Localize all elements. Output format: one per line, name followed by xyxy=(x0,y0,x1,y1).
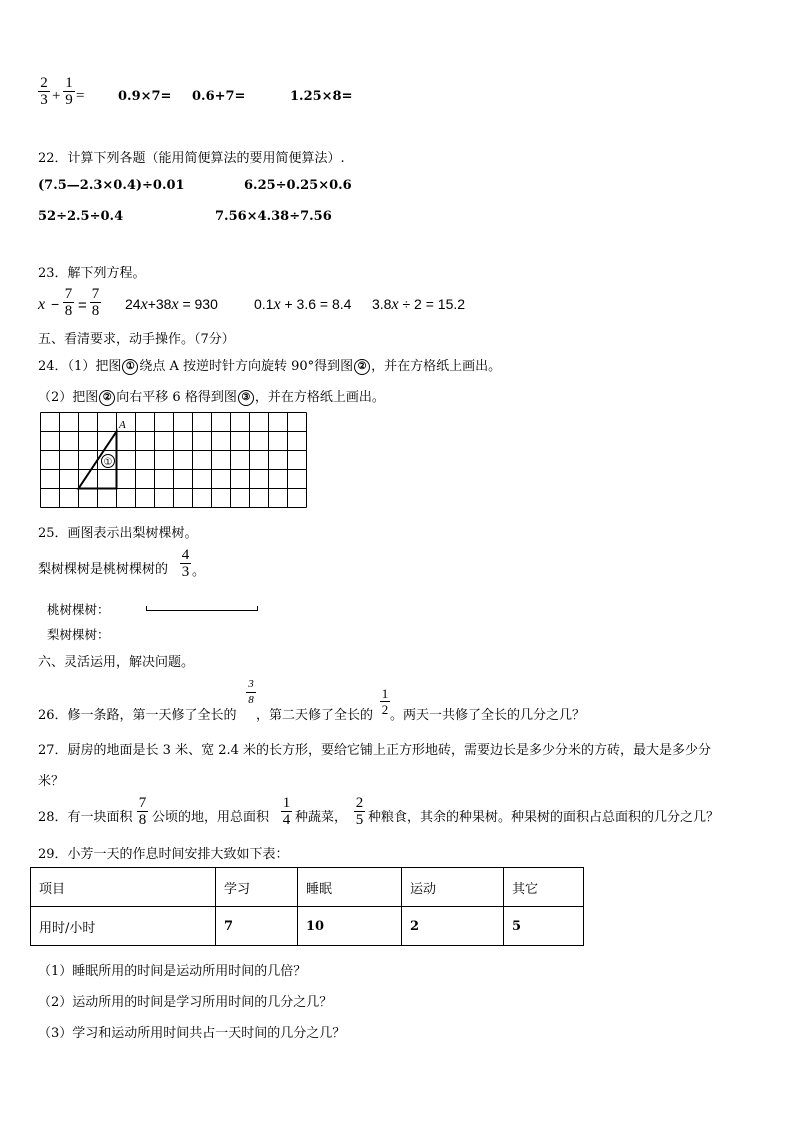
denominator: 5 xyxy=(355,812,364,828)
numerator: 1 xyxy=(65,75,73,91)
denominator: 9 xyxy=(65,92,73,108)
q22-item-4: 7.56×4.38÷7.56 xyxy=(215,209,332,224)
denominator: 8 xyxy=(248,694,254,706)
denominator: 8 xyxy=(138,812,147,828)
fraction-1-2 xyxy=(380,688,390,716)
pear-label: 梨树棵树： xyxy=(47,627,110,642)
fraction-1-4 xyxy=(281,796,292,827)
schedule-table xyxy=(30,867,584,946)
equation-3 xyxy=(254,296,351,314)
equation-1 xyxy=(38,296,59,314)
variable-x: x xyxy=(273,296,281,313)
q24-1-text-b: 绕点 A 按逆时针方向旋转 90°得到图 xyxy=(139,359,354,374)
q24-part2 xyxy=(38,386,385,406)
q25-text-a: 梨树棵树是桃树棵树的 xyxy=(38,562,169,577)
q28-text-a: 28．有一块面积 xyxy=(38,810,133,825)
fraction-2-5 xyxy=(354,796,365,827)
numerator: 1 xyxy=(282,795,291,811)
equation-4 xyxy=(372,296,465,314)
plus-sign: + xyxy=(52,88,61,104)
table-cell: 睡眠 xyxy=(298,868,402,907)
q22-title: 22．计算下列各题（能用简便算法的要用简便算法）. xyxy=(38,151,345,166)
q26-text-c: 。两天一共修了全长的几分之几？ xyxy=(390,708,586,723)
variable-x: x xyxy=(391,296,399,313)
q24-2-text-a: （2）把图 xyxy=(38,390,99,405)
numerator: 2 xyxy=(40,75,48,91)
minus-sign: − xyxy=(51,296,60,312)
denominator: 3 xyxy=(181,564,190,580)
q28-text-d: 种粮食，其余的种果树。种果树的面积占总面积的几分之几？ xyxy=(368,810,720,825)
q26-text-a: 26．修一条路，第一天修了全长的 xyxy=(38,708,237,723)
eq4-coef: 3.8 xyxy=(372,296,392,312)
q28-text-b: 公顷的地，用总面积 xyxy=(152,810,270,825)
denominator: 4 xyxy=(282,812,291,828)
peach-segment xyxy=(146,606,258,611)
circled-2: ② xyxy=(99,390,115,406)
fraction-7-8-left xyxy=(63,287,74,318)
q24-2-text-c: ，并在方格纸上画出。 xyxy=(254,390,385,405)
section5-title: 五、看清要求，动手操作。（7分） xyxy=(38,332,235,347)
eq2-coef: 24 xyxy=(125,296,141,312)
circled-1: ① xyxy=(122,359,138,375)
calc-item-3: 1.25×8= xyxy=(290,89,353,104)
peach-label: 桃树棵树： xyxy=(47,602,110,617)
numerator: 7 xyxy=(91,286,100,302)
grid-lines xyxy=(41,413,307,508)
eq4-rhs: ÷ 2 = 15.2 xyxy=(402,296,466,312)
numerator: 7 xyxy=(138,795,147,811)
table-cell: 2 xyxy=(402,907,504,946)
q29-sub-1: （1）睡眠所用的时间是运动所用时间的几倍？ xyxy=(38,964,307,979)
grid-paper xyxy=(40,412,308,510)
table-cell: 项目 xyxy=(31,868,216,907)
eq2-term: +38 xyxy=(147,296,172,312)
q24-1-text-a: 24．（1）把图 xyxy=(38,359,122,374)
q24-2-text-b: 向右平移 6 格得到图 xyxy=(116,390,237,405)
q22-item-1: (7.5—2.3×0.4)÷0.01 xyxy=(38,178,185,193)
table-cell: 5 xyxy=(504,907,584,946)
q24-part1 xyxy=(38,355,501,375)
q23-title: 23．解下列方程。 xyxy=(38,266,146,281)
calc-item-2: 0.6+7= xyxy=(192,89,246,104)
numerator: 7 xyxy=(64,286,73,302)
fraction-7-8 xyxy=(137,796,148,827)
point-a-label: A xyxy=(119,419,126,431)
q25-title: 25．画图表示出梨树棵树。 xyxy=(38,526,198,541)
section6-title: 六、灵活运用，解决问题。 xyxy=(38,655,195,670)
table-header-row xyxy=(31,868,584,907)
variable-x: x xyxy=(171,296,179,313)
q27-line-1: 27．厨房的地面是长 3 米、宽 2.4 米的长方形，要给它铺上正方形地砖，需要边长是多少分米的方砖，最大是多少分 xyxy=(38,743,712,758)
equation-2 xyxy=(125,296,218,314)
q29-sub-2: （2）运动所用的时间是学习所用时间的几分之几？ xyxy=(38,995,333,1010)
q22-item-2: 6.25÷0.25×0.6 xyxy=(244,178,352,193)
circled-3: ③ xyxy=(238,390,254,406)
denominator: 8 xyxy=(64,303,73,319)
q22-item-3: 52÷2.5÷0.4 xyxy=(38,209,124,224)
circled-2: ② xyxy=(354,359,370,375)
eq1-equals: = xyxy=(78,297,87,314)
fraction-2-3 xyxy=(38,76,50,107)
fraction-4-3 xyxy=(180,548,191,579)
numerator: 3 xyxy=(248,678,254,690)
fraction-3-8 xyxy=(246,678,256,706)
q24-1-text-c: ，并在方格纸上画出。 xyxy=(371,359,502,374)
fraction-bar xyxy=(246,692,256,693)
table-cell: 用时/小时 xyxy=(31,907,216,946)
eq2-rhs: = 930 xyxy=(182,296,218,312)
calc-item-1: 0.9×7= xyxy=(118,89,172,104)
eq3-rhs: + 3.6 = 8.4 xyxy=(284,296,352,312)
table-cell: 其它 xyxy=(504,868,584,907)
table-cell: 7 xyxy=(216,907,298,946)
numerator: 2 xyxy=(355,795,364,811)
q29-title: 29．小芳一天的作息时间安排大致如下表： xyxy=(38,847,289,862)
q26-text-b: ，第二天修了全长的 xyxy=(256,708,374,723)
numerator: 1 xyxy=(381,686,389,701)
equals-sign: = xyxy=(76,88,85,104)
denominator: 2 xyxy=(381,702,389,717)
q28-text-c: 种蔬菜， xyxy=(295,810,348,825)
fraction-7-8-right xyxy=(90,287,101,318)
eq3-coef: 0.1 xyxy=(254,296,274,312)
denominator: 3 xyxy=(40,92,48,108)
numerator: 4 xyxy=(181,547,190,563)
q25-text-b: 。 xyxy=(192,564,206,579)
fraction-1-9 xyxy=(63,76,75,107)
table-row xyxy=(31,907,584,946)
variable-x: x xyxy=(140,296,148,313)
q29-sub-3: （3）学习和运动所用时间共占一天时间的几分之几？ xyxy=(38,1026,346,1041)
figure-1-label: ① xyxy=(103,457,113,468)
q27-line-2: 米？ xyxy=(38,774,65,789)
table-cell: 运动 xyxy=(402,868,504,907)
table-cell: 10 xyxy=(298,907,402,946)
table-cell: 学习 xyxy=(216,868,298,907)
variable-x: x xyxy=(38,296,46,313)
denominator: 8 xyxy=(91,303,100,319)
